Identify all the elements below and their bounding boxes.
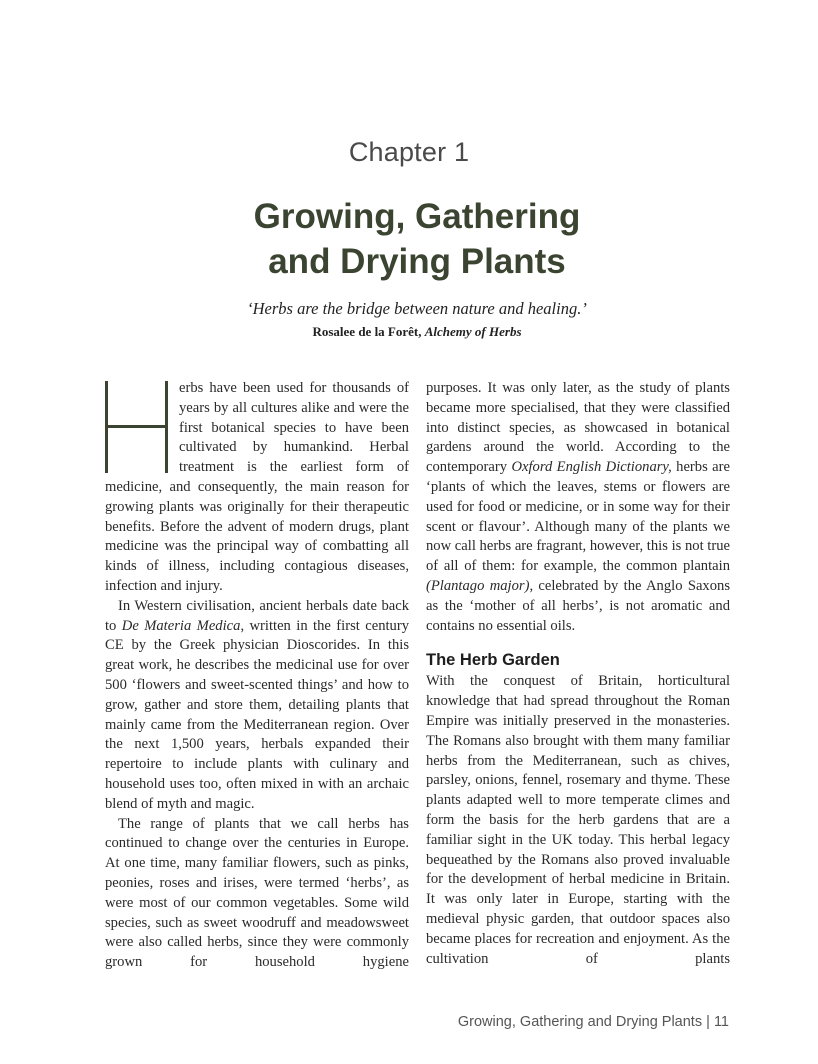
- paragraph-2: [105, 597, 409, 815]
- paragraph-3: The range of plants that we call herbs has continued to change over the centuries in Europe. At one time, many familiar flowers, such as pinks, peonies, roses and irises, were termed ‘herbs’, as were most of our common vegetables. Some wild species, such as sweet woodruff and meadowsweet were also called herbs, since they were commonly grown for household hygiene: [105, 815, 409, 971]
- epigraph-quote: ‘Herbs are the bridge between nature and healing.’: [247, 299, 587, 318]
- paragraph-2-text-b: , written in the first century CE by the Greek physician Dioscorides. In this great work, he describes the medicinal use for over 500 ‘flowers and sweet-scented things’ and how to grow, gather and store them, detailing plants that mainly came from the Mediterranean region. Over the next 1,500 years, herbals expanded their repertoire to include plants with culinary and household uses too, often mixed in with an archaic blend of myth and magic.: [105, 617, 410, 812]
- epigraph-attribution: [0, 324, 818, 340]
- section-heading: The Herb Garden: [426, 651, 560, 670]
- paragraph-1-text: erbs have been used for thousands of years by all cultures alike and were the first botanical species to have been cultivated by humankind. Herbal treatment is the earliest form of medicine, and consequently, the main reason for growing plants was originally for their therapeutic benefits. Before the advent of modern drugs, plant medicine was the principal way of combatting all kinds of illness, including contagious diseases, infection and injury.: [105, 380, 409, 594]
- paragraph-2-italic: De Materia Medica: [121, 617, 241, 634]
- footer-separator: |: [706, 1014, 710, 1030]
- paragraph-5: With the conquest of Britain, horticultural knowledge that had spread throughout the Roman Empire was initially preserved in the monasteries. The Romans also brought with them many familiar herbs from the Mediterranean, such as chives, parsley, onions, fennel, rosemary and thyme. These plants adapted well to more temperate climes and form the basis for the herb gardens that are a familiar sight in the UK today. This herbal legacy bequeathed by the Romans also proved invaluable for the development of herbal medicine in Britain. It was only later in Europe, starting with the medieval physic garden, that outdoor spaces also became places for recreation and enjoyment. As the cultivation of plants: [426, 673, 730, 967]
- chapter-title-line-2: and Drying Plants: [268, 242, 566, 281]
- epigraph-source: Alchemy of Herbs: [424, 324, 522, 339]
- dropcap-crossbar: [105, 425, 168, 428]
- dropcap-letter: [105, 381, 171, 473]
- body-column-left: [105, 379, 409, 973]
- paragraph-4-italic-1: Oxford English Dictionary,: [511, 459, 672, 476]
- chapter-label: Chapter 1: [348, 137, 470, 167]
- paragraph-1: [105, 379, 409, 597]
- paragraph-4: [426, 379, 730, 636]
- running-title: Growing, Gathering and Drying Plants: [457, 1014, 703, 1030]
- chapter-title-line-1: Growing, Gathering: [253, 197, 581, 236]
- epigraph-author: Rosalee de la Forêt,: [312, 324, 422, 339]
- paragraph-2-text-a: In Western civilisation, ancient herbals date back to: [105, 597, 409, 634]
- body-column-right: [426, 379, 730, 969]
- page-number: 11: [713, 1014, 729, 1030]
- paragraph-4-text-a: purposes. It was only later, as the study of plants became more specialised, that they were classified into distinct species, as showcased in botanical gardens around the world. According to the contemporary: [426, 380, 730, 476]
- paragraph-4-italic-2: (Plantago major): [426, 577, 530, 594]
- paragraph-4-text-b: herbs are ‘plants of which the leaves, stems or flowers are used for food or medicine, or in some way for their scent or flavour’. Although many of the plants we now call herbs are fragrant, however, this is not true of all of them: for example, the common plantain: [426, 459, 730, 575]
- paragraph-4-text-c: , celebrated by the Anglo Saxons as the ‘mother of all herbs’, is not aromatic and contains no essential oils.: [426, 577, 730, 634]
- chapter-title: [0, 194, 818, 284]
- page-footer: [458, 1014, 729, 1030]
